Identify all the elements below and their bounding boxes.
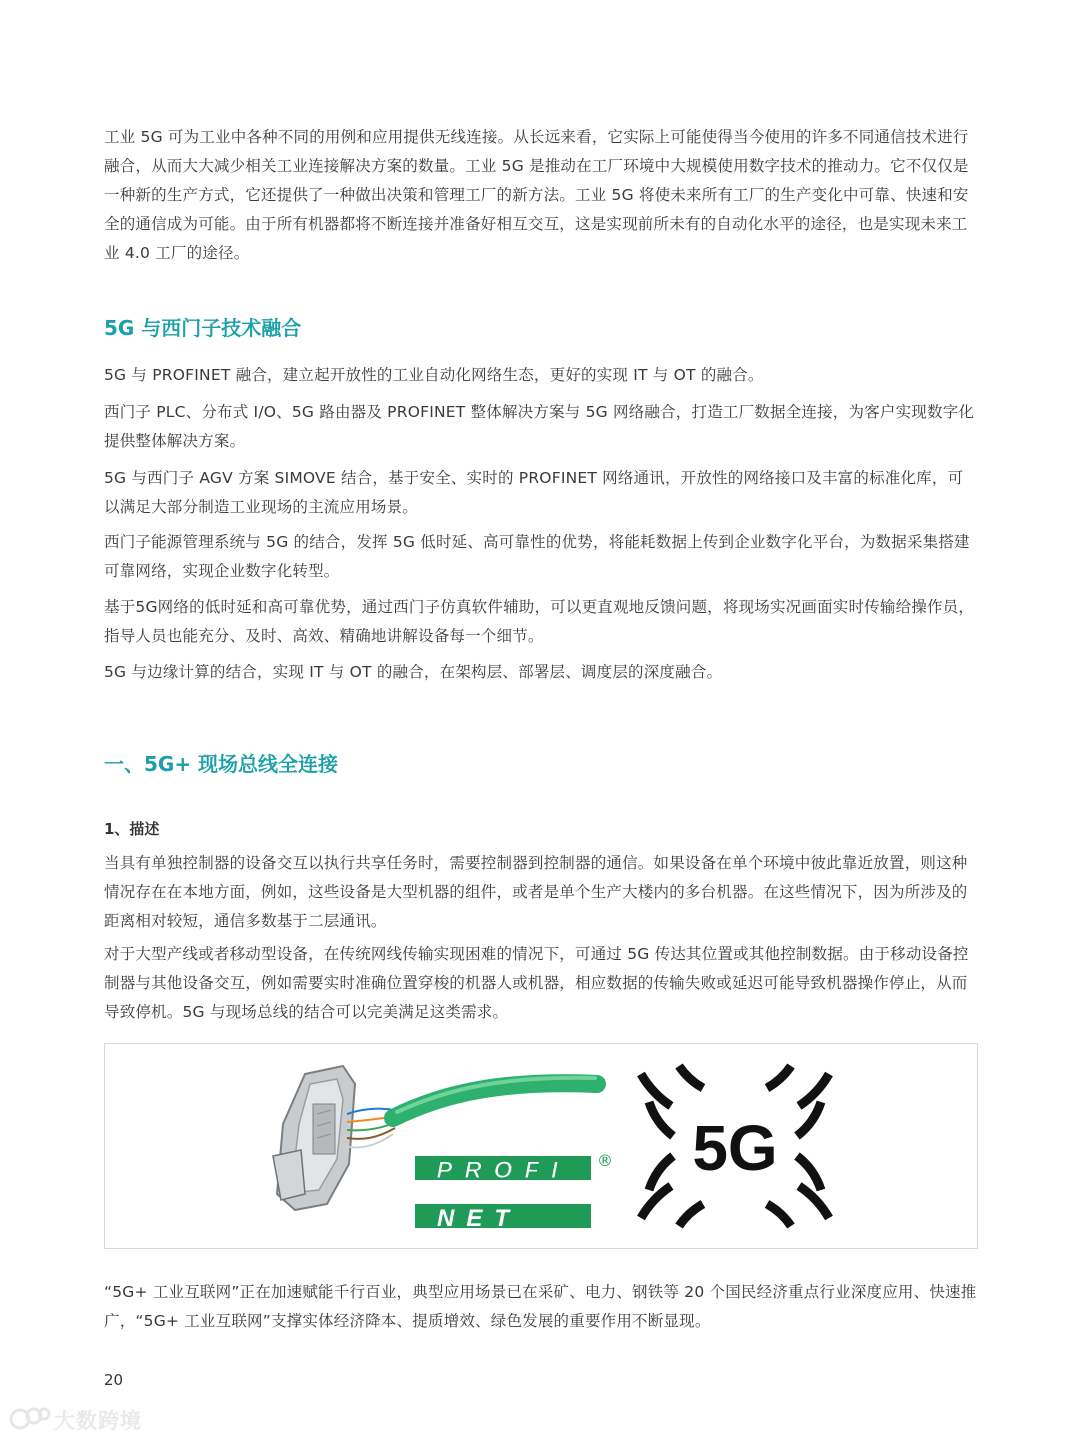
intro-block: [104, 123, 978, 268]
registered-mark: ®: [597, 1151, 613, 1170]
section1-p5: [104, 593, 978, 651]
paragraph: 基于5G网络的低时延和高可靠优势，通过西门子仿真软件辅助，可以更直观地反馈问题，将现场实况画面实时传输给操作员，指导人员也能充分、及时、高效、精确地讲解设备每一个细节。: [104, 598, 975, 645]
watermark: [8, 1402, 148, 1436]
profinet-5g-figure: [104, 1043, 978, 1249]
paragraph: 西门子能源管理系统与 5G 的结合，发挥 5G 低时延、高可靠性的优势，将能耗数据上传到企业数字化平台，为数据采集搭建可靠网络，实现企业数字化转型。: [104, 533, 970, 580]
5g-signal-icon: [641, 1066, 829, 1226]
section1-p3: [104, 464, 978, 522]
paragraph: 5G 与边缘计算的结合，实现 IT 与 OT 的融合，在架构层、部署层、调度层的深度融合。: [104, 663, 723, 681]
page-number: 20: [104, 1371, 124, 1389]
closing-paragraph: “5G+ 工业互联网”正在加速赋能千行百业，典型应用场景已在采矿、电力、钢铁等 20 个国民经济重点行业深度应用、快速推广，“5G+ 工业互联网”支撑实体经济降本、提质增效、绿色发展的重要作用不断显现。: [104, 1283, 977, 1330]
section-title: 5G 与西门子技术融合: [104, 316, 302, 340]
watermark-logo-icon: [8, 1402, 52, 1436]
subsection-header: [104, 818, 978, 839]
profinet-logo-net: NET: [437, 1205, 521, 1232]
figure-illustration: [105, 1044, 977, 1248]
section1-p6: [104, 658, 978, 687]
paragraph: 5G 与 PROFINET 融合，建立起开放性的工业自动化网络生态，更好的实现 IT 与 OT 的融合。: [104, 366, 764, 384]
section2-p1: [104, 849, 978, 936]
section-siemens-fusion: [104, 314, 978, 342]
section1-p4: [104, 528, 978, 586]
section1-p1: [104, 361, 978, 390]
watermark-text: 大数跨境: [54, 1409, 142, 1433]
section2-p2: [104, 940, 978, 1027]
profinet-logo: [415, 1151, 613, 1232]
paragraph: 对于大型产线或者移动型设备，在传统网线传输实现困难的情况下，可通过 5G 传达其位置或其他控制数据。由于移动设备控制器与其他设备交互，例如需要实时准确位置穿梭的机器人或机器，相应数据的传输失败或延迟可能导致机器操作停止，从而导致停机。5G 与现场总线的结合可以完美满足这类需求。: [104, 945, 969, 1021]
subsection-title: 1、描述: [104, 820, 160, 838]
profinet-logo-profi: PROFI: [436, 1157, 570, 1184]
section-fieldbus: [104, 750, 978, 778]
section-title: 一、5G+ 现场总线全连接: [104, 752, 339, 776]
paragraph: 5G 与西门子 AGV 方案 SIMOVE 结合，基于安全、实时的 PROFINET 网络通讯，开放性的网络接口及丰富的标准化库，可以满足大部分制造工业现场的主流应用场景。: [104, 469, 964, 516]
intro-paragraph: 工业 5G 可为工业中各种不同的用例和应用提供无线连接。从长远来看，它实际上可能使得当今使用的许多不同通信技术进行融合，从而大大减少相关工业连接解决方案的数量。工业 5G 是推动在工厂环境中大规模使用数字技术的推动力。它不仅仅是一种新的生产方式，它还提供了一种做出决策和管理工厂的新方法。工业 5G 将使未来所有工厂的生产变化中可靠、快速和安全的通信成为可能。由于所有机器都将不断连接并准备好相互交互，这是实现前所未有的自动化水平的途径，也是实现未来工业 4.0 工厂的途径。: [104, 128, 969, 262]
paragraph: 西门子 PLC、分布式 I/O、5G 路由器及 PROFINET 整体解决方案与 5G 网络融合，打造工厂数据全连接，为客户实现数字化提供整体解决方案。: [104, 403, 975, 450]
closing-block: [104, 1278, 978, 1336]
5g-badge: 5G: [692, 1112, 778, 1184]
paragraph: 当具有单独控制器的设备交互以执行共享任务时，需要控制器到控制器的通信。如果设备在单个环境中彼此靠近放置，则这种情况存在在本地方面，例如，这些设备是大型机器的组件，或者是单个生产大楼内的多台机器。在这些情况下，因为所涉及的距离相对较短，通信多数基于二层通讯。: [104, 854, 968, 930]
rj45-connector-image: [273, 1066, 397, 1210]
section1-p2: [104, 398, 978, 456]
